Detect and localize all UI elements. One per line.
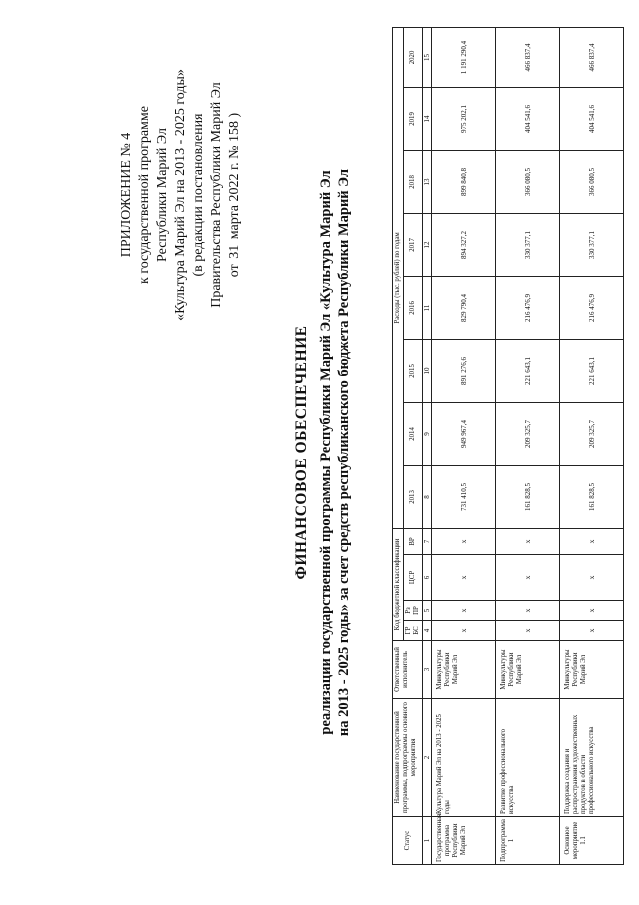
colnum: 3: [423, 641, 432, 699]
row-value-2018: 366 080,5: [496, 150, 560, 213]
header-year-2017: 2017: [404, 213, 423, 276]
header-row-1: [393, 27, 404, 864]
row-vr: х: [496, 528, 560, 554]
appendix-line-3: Республики Марий Эл: [155, 128, 170, 262]
column-numbers-row: [423, 27, 432, 864]
row-status: Основное мероприятие 1.1: [560, 817, 624, 865]
row-value-2015: 221 643,1: [560, 339, 624, 402]
row-executor: Минкультуры Республики Марий Эл: [496, 641, 560, 699]
row-value-2016: 829 790,4: [432, 276, 496, 339]
row-value-2014: 209 325,7: [560, 402, 624, 465]
header-year-2020: 2020: [404, 27, 423, 87]
row-value-2017: 330 377,1: [496, 213, 560, 276]
row-status: Подпрограмма 1: [496, 817, 560, 865]
appendix-line-4: «Культура Марий Эл на 2013 - 2025 годы»: [173, 69, 188, 321]
row-grbs: х: [560, 621, 624, 641]
row-value-2013: 731 410,5: [432, 465, 496, 528]
header-year-2016: 2016: [404, 276, 423, 339]
header-year-2019: 2019: [404, 87, 423, 150]
row-executor: Минкультуры Республики Марий Эл: [560, 641, 624, 699]
date-prefix: от: [227, 264, 242, 278]
colnum: 5: [423, 601, 432, 621]
subtitle-line-2: на 2013 - 2025 годы» за счет средств республиканского бюджета Республики Марий Эл: [336, 168, 352, 737]
appendix-block: [118, 45, 244, 345]
appendix-line-5: (в редакции постановления: [191, 113, 206, 277]
row-value-2013: 161 828,5: [496, 465, 560, 528]
header-executor: Ответственный исполнитель: [393, 641, 423, 699]
header-csr: ЦСР: [404, 555, 423, 601]
row-value-2013: 161 828,5: [560, 465, 624, 528]
row-rzpr: х: [496, 601, 560, 621]
colnum: 10: [423, 339, 432, 402]
row-csr: х: [432, 555, 496, 601]
table-row: [432, 27, 496, 864]
colnum: 2: [423, 699, 432, 817]
header-rzpr: Рз ПР: [404, 601, 423, 621]
row-name: Культура Марий Эл на 2013 - 2025 годы: [432, 699, 496, 817]
row-name: Поддержка создания и распространения художественных продуктов в области профессионального искусства: [560, 699, 624, 817]
row-value-2020: 1 191 290,4: [432, 27, 496, 87]
header-vr: ВР: [404, 528, 423, 554]
colnum: 6: [423, 555, 432, 601]
row-value-2014: 949 967,4: [432, 402, 496, 465]
decree-number: 158: [227, 120, 242, 142]
row-csr: х: [560, 555, 624, 601]
appendix-line-7: [226, 45, 244, 345]
row-name: Развитие профессионального искусства: [496, 699, 560, 817]
colnum: 4: [423, 621, 432, 641]
appendix-line-1: ПРИЛОЖЕНИЕ № 4: [119, 132, 134, 258]
row-rzpr: х: [560, 601, 624, 621]
subtitle-line-1: реализации государственной программы Республики Марий Эл «Культура Марий Эл: [318, 170, 334, 735]
row-value-2018: 366 080,5: [560, 150, 624, 213]
colnum: 14: [423, 87, 432, 150]
row-vr: х: [560, 528, 624, 554]
financing-table: [392, 27, 624, 865]
colnum: 11: [423, 276, 432, 339]
table-row: [496, 27, 560, 864]
row-value-2018: 899 840,8: [432, 150, 496, 213]
colnum: 12: [423, 213, 432, 276]
header-year-2018: 2018: [404, 150, 423, 213]
row-vr: х: [432, 528, 496, 554]
row-value-2017: 894 327,2: [432, 213, 496, 276]
row-status: Государственная программа Республики Марий Эл: [432, 817, 496, 865]
row-executor: Минкультуры Республики Марий Эл: [432, 641, 496, 699]
header-year-2015: 2015: [404, 339, 423, 402]
colnum: 1: [423, 817, 432, 865]
row-value-2015: 221 643,1: [496, 339, 560, 402]
header-status: Статус: [393, 817, 423, 865]
header-year-2013: 2013: [404, 465, 423, 528]
row-value-2019: 404 541,6: [560, 87, 624, 150]
colnum: 9: [423, 402, 432, 465]
appendix-line-2: к государственной программе: [137, 106, 152, 284]
appendix-line-6: Правительства Республики Марий Эл: [209, 82, 224, 308]
row-value-2016: 216 476,9: [496, 276, 560, 339]
header-budget-code: Код бюджетной классификации: [393, 528, 404, 640]
header-name: Наименование государственной программы, подпрограммы основного мероприятия: [393, 699, 423, 817]
colnum: 8: [423, 465, 432, 528]
colnum: 7: [423, 528, 432, 554]
row-value-2015: 891 276,6: [432, 339, 496, 402]
date-day: 31: [227, 244, 242, 259]
closing-paren: ): [227, 112, 242, 118]
header-grbs: ГР БС: [404, 621, 423, 641]
row-grbs: х: [432, 621, 496, 641]
row-value-2014: 209 325,7: [496, 402, 560, 465]
row-value-2019: 404 541,6: [496, 87, 560, 150]
row-rzpr: х: [432, 601, 496, 621]
colnum: 13: [423, 150, 432, 213]
header-year-2014: 2014: [404, 402, 423, 465]
row-value-2020: 466 837,4: [496, 27, 560, 87]
page-subtitle: [317, 0, 353, 905]
row-value-2019: 975 202,1: [432, 87, 496, 150]
row-value-2016: 216 476,9: [560, 276, 624, 339]
table-row: [560, 27, 624, 864]
page-title: ФИНАНСОВОЕ ОБЕСПЕЧЕНИЕ: [293, 325, 310, 580]
colnum: 15: [423, 27, 432, 87]
row-grbs: х: [496, 621, 560, 641]
row-value-2017: 330 377,1: [560, 213, 624, 276]
date-month-year: марта 2022 г. №: [227, 145, 242, 240]
header-expenses: Расходы (тыс. рублей) по годам: [393, 27, 404, 528]
row-value-2020: 466 837,4: [560, 27, 624, 87]
row-csr: х: [496, 555, 560, 601]
